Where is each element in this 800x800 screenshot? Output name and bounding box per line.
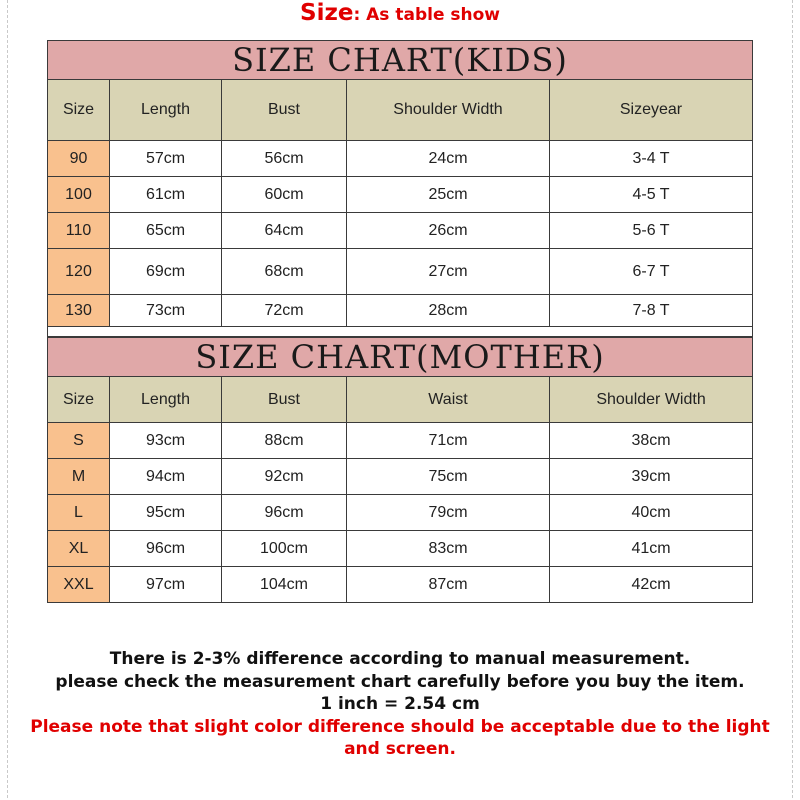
column-header: Length — [110, 377, 222, 423]
bust-cell: 92cm — [222, 459, 347, 495]
table-row — [48, 423, 753, 459]
column-header: Bust — [222, 377, 347, 423]
note-check-chart: please check the measurement chart carefully before you buy the item. — [55, 671, 745, 692]
column-header: Waist — [347, 377, 550, 423]
size-cell: 120 — [48, 249, 110, 295]
table-row — [48, 177, 753, 213]
length-cell: 61cm — [110, 177, 222, 213]
note-color-difference: Please note that slight color difference should be acceptable due to the light and screen. — [30, 716, 770, 759]
waist-cell: 71cm — [347, 423, 550, 459]
size-cell: 130 — [48, 295, 110, 327]
bust-cell: 68cm — [222, 249, 347, 295]
sizeyear-cell: 6-7 T — [550, 249, 753, 295]
length-cell: 57cm — [110, 141, 222, 177]
bust-cell: 96cm — [222, 495, 347, 531]
kids-table-title: SIZE CHART(KIDS) — [48, 41, 753, 80]
shoulder-cell: 25cm — [347, 177, 550, 213]
kids-header-row — [48, 80, 753, 141]
length-cell: 96cm — [110, 531, 222, 567]
bust-cell: 104cm — [222, 567, 347, 603]
column-header: Bust — [222, 80, 347, 141]
mother-size-table — [47, 337, 753, 603]
column-header: Size — [48, 377, 110, 423]
size-cell: 110 — [48, 213, 110, 249]
shoulder-cell: 41cm — [550, 531, 753, 567]
column-header: Size — [48, 80, 110, 141]
table-row — [48, 295, 753, 327]
bust-cell: 60cm — [222, 177, 347, 213]
table-row — [48, 567, 753, 603]
mother-table-title: SIZE CHART(MOTHER) — [48, 338, 753, 377]
table-row — [48, 531, 753, 567]
length-cell: 65cm — [110, 213, 222, 249]
table-spacer-row — [48, 327, 753, 337]
waist-cell: 79cm — [347, 495, 550, 531]
sizeyear-cell: 5-6 T — [550, 213, 753, 249]
waist-cell: 75cm — [347, 459, 550, 495]
length-cell: 93cm — [110, 423, 222, 459]
size-subtitle: : As table show — [353, 5, 500, 25]
size-label: Size — [300, 0, 354, 26]
size-cell: 100 — [48, 177, 110, 213]
column-header: Length — [110, 80, 222, 141]
shoulder-cell: 24cm — [347, 141, 550, 177]
length-cell: 97cm — [110, 567, 222, 603]
waist-cell: 83cm — [347, 531, 550, 567]
table-row — [48, 459, 753, 495]
sizeyear-cell: 3-4 T — [550, 141, 753, 177]
bust-cell: 64cm — [222, 213, 347, 249]
size-cell: XXL — [48, 567, 110, 603]
size-cell: L — [48, 495, 110, 531]
column-header: Shoulder Width — [347, 80, 550, 141]
size-header — [0, 0, 800, 26]
size-cell: S — [48, 423, 110, 459]
note-difference: There is 2-3% difference according to manual measurement. — [109, 649, 691, 669]
bust-cell: 100cm — [222, 531, 347, 567]
length-cell: 73cm — [110, 295, 222, 327]
size-cell: 90 — [48, 141, 110, 177]
length-cell: 95cm — [110, 495, 222, 531]
notes-block — [30, 648, 770, 761]
bust-cell: 72cm — [222, 295, 347, 327]
note-inch-conversion: 1 inch = 2.54 cm — [320, 694, 480, 714]
column-header: Sizeyear — [550, 80, 753, 141]
length-cell: 94cm — [110, 459, 222, 495]
table-row — [48, 249, 753, 295]
length-cell: 69cm — [110, 249, 222, 295]
table-row — [48, 141, 753, 177]
bust-cell: 88cm — [222, 423, 347, 459]
kids-size-table — [47, 40, 753, 337]
shoulder-cell: 26cm — [347, 213, 550, 249]
sizeyear-cell: 4-5 T — [550, 177, 753, 213]
mother-header-row — [48, 377, 753, 423]
shoulder-cell: 39cm — [550, 459, 753, 495]
waist-cell: 87cm — [347, 567, 550, 603]
shoulder-cell: 42cm — [550, 567, 753, 603]
shoulder-cell: 40cm — [550, 495, 753, 531]
bust-cell: 56cm — [222, 141, 347, 177]
table-row — [48, 495, 753, 531]
size-cell: XL — [48, 531, 110, 567]
size-cell: M — [48, 459, 110, 495]
sizeyear-cell: 7-8 T — [550, 295, 753, 327]
table-row — [48, 213, 753, 249]
shoulder-cell: 27cm — [347, 249, 550, 295]
shoulder-cell: 28cm — [347, 295, 550, 327]
shoulder-cell: 38cm — [550, 423, 753, 459]
column-header: Shoulder Width — [550, 377, 753, 423]
